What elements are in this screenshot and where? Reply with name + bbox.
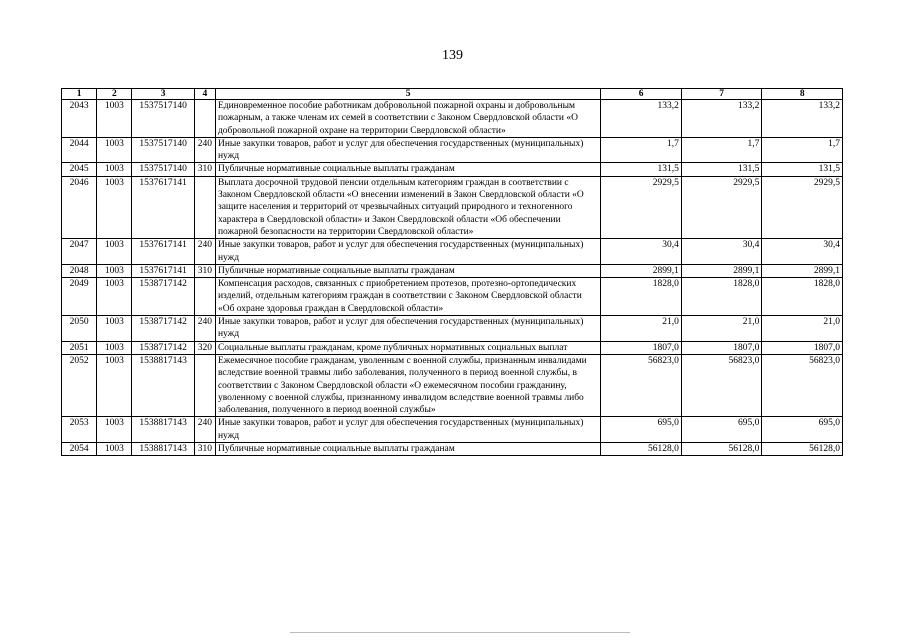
amount-col8-cell: 133,2 <box>762 100 843 138</box>
amount-col6-cell: 30,4 <box>601 239 682 265</box>
description-cell: Публичные нормативные социальные выплаты гражданам <box>215 163 600 176</box>
amount-col8-cell: 695,0 <box>762 417 843 443</box>
amount-col7-cell: 2899,1 <box>681 264 762 277</box>
expense-type-cell: 320 <box>194 341 215 354</box>
section-code-cell: 1003 <box>97 417 132 443</box>
column-header: 6 <box>601 89 682 100</box>
amount-col6-cell: 2929,5 <box>601 176 682 238</box>
amount-col8-cell: 131,5 <box>762 163 843 176</box>
target-code-cell: 1537617141 <box>132 264 194 277</box>
description-cell: Ежемесячное пособие гражданам, уволенным с военной службы, признанным инвалидами вследствие военной травмы либо заболевания, полученного в период военной службы, в соответствии с Законом Свердловской области «О ежемесячном пособии гражданину, уволенному с военной службы, признанному инвалидом вследствие военной травмы либо заболевания, полученного в период военной службы» <box>215 354 600 416</box>
table-row <box>62 137 843 163</box>
target-code-cell: 1538817143 <box>132 354 194 416</box>
amount-col7-cell: 131,5 <box>681 163 762 176</box>
section-code-cell: 1003 <box>97 176 132 238</box>
description-cell: Иные закупки товаров, работ и услуг для обеспечения государственных (муниципальных) нужд <box>215 417 600 443</box>
section-code-cell: 1003 <box>97 100 132 138</box>
amount-col6-cell: 1807,0 <box>601 341 682 354</box>
scan-edge-line <box>290 632 630 633</box>
amount-col7-cell: 1807,0 <box>681 341 762 354</box>
section-code-cell: 1003 <box>97 341 132 354</box>
table-row <box>62 417 843 443</box>
description-cell: Публичные нормативные социальные выплаты гражданам <box>215 264 600 277</box>
amount-col6-cell: 1828,0 <box>601 278 682 316</box>
expense-type-cell: 310 <box>194 443 215 456</box>
target-code-cell: 1538717142 <box>132 316 194 342</box>
description-cell: Публичные нормативные социальные выплаты гражданам <box>215 443 600 456</box>
amount-col7-cell: 133,2 <box>681 100 762 138</box>
amount-col6-cell: 1,7 <box>601 137 682 163</box>
expense-type-cell: 240 <box>194 239 215 265</box>
column-header: 3 <box>132 89 194 100</box>
table-row <box>62 443 843 456</box>
amount-col8-cell: 1807,0 <box>762 341 843 354</box>
target-code-cell: 1538817143 <box>132 443 194 456</box>
amount-col6-cell: 133,2 <box>601 100 682 138</box>
section-code-cell: 1003 <box>97 137 132 163</box>
table-body <box>62 100 843 456</box>
section-code-cell: 1003 <box>97 239 132 265</box>
amount-col6-cell: 131,5 <box>601 163 682 176</box>
expense-type-cell: 310 <box>194 264 215 277</box>
table-row <box>62 316 843 342</box>
target-code-cell: 1537617141 <box>132 239 194 265</box>
amount-col8-cell: 56823,0 <box>762 354 843 416</box>
table-row <box>62 354 843 416</box>
section-code-cell: 1003 <box>97 316 132 342</box>
expense-type-cell: 240 <box>194 316 215 342</box>
amount-col8-cell: 56128,0 <box>762 443 843 456</box>
page-number: 139 <box>442 48 463 63</box>
section-code-cell: 1003 <box>97 354 132 416</box>
row-number-cell: 2054 <box>62 443 97 456</box>
table-row <box>62 264 843 277</box>
description-cell: Иные закупки товаров, работ и услуг для обеспечения государственных (муниципальных) нужд <box>215 137 600 163</box>
expense-type-cell <box>194 354 215 416</box>
amount-col6-cell: 21,0 <box>601 316 682 342</box>
description-cell: Социальные выплаты гражданам, кроме публичных нормативных социальных выплат <box>215 341 600 354</box>
row-number-cell: 2051 <box>62 341 97 354</box>
amount-col7-cell: 1828,0 <box>681 278 762 316</box>
row-number-cell: 2048 <box>62 264 97 277</box>
row-number-cell: 2047 <box>62 239 97 265</box>
description-cell: Единовременное пособие работникам добровольной пожарной охраны и добровольным пожарным, а также членам их семей в соответствии с Законом Свердловской области «О добровольной пожарной охране на территории Свердловской области» <box>215 100 600 138</box>
expense-type-cell: 240 <box>194 137 215 163</box>
table-header-row <box>62 89 843 100</box>
section-code-cell: 1003 <box>97 278 132 316</box>
amount-col8-cell: 1828,0 <box>762 278 843 316</box>
expense-type-cell: 240 <box>194 417 215 443</box>
table-row <box>62 239 843 265</box>
target-code-cell: 1538817143 <box>132 417 194 443</box>
amount-col6-cell: 695,0 <box>601 417 682 443</box>
amount-col7-cell: 30,4 <box>681 239 762 265</box>
target-code-cell: 1537517140 <box>132 100 194 138</box>
target-code-cell: 1538717142 <box>132 341 194 354</box>
column-header: 4 <box>194 89 215 100</box>
row-number-cell: 2052 <box>62 354 97 416</box>
column-header: 5 <box>215 89 600 100</box>
amount-col7-cell: 56128,0 <box>681 443 762 456</box>
table-row <box>62 176 843 238</box>
section-code-cell: 1003 <box>97 443 132 456</box>
section-code-cell: 1003 <box>97 264 132 277</box>
row-number-cell: 2045 <box>62 163 97 176</box>
amount-col7-cell: 1,7 <box>681 137 762 163</box>
budget-table <box>61 88 843 456</box>
column-header: 7 <box>681 89 762 100</box>
description-cell: Выплата досрочной трудовой пенсии отдельным категориям граждан в соответствии с Законом Свердловской области «О внесении изменений в Закон Свердловской области «О защите населения и территорий от чрезвычайных ситуаций природного и техногенного характера в Свердловской области» и Закон Свердловской области «Об обеспечении пожарной безопасности на территории Свердловской области» <box>215 176 600 238</box>
expense-type-cell: 310 <box>194 163 215 176</box>
amount-col8-cell: 2929,5 <box>762 176 843 238</box>
amount-col7-cell: 56823,0 <box>681 354 762 416</box>
amount-col6-cell: 56128,0 <box>601 443 682 456</box>
description-cell: Иные закупки товаров, работ и услуг для обеспечения государственных (муниципальных) нужд <box>215 316 600 342</box>
amount-col8-cell: 30,4 <box>762 239 843 265</box>
target-code-cell: 1537517140 <box>132 137 194 163</box>
column-header: 1 <box>62 89 97 100</box>
column-header: 2 <box>97 89 132 100</box>
table-row <box>62 341 843 354</box>
row-number-cell: 2044 <box>62 137 97 163</box>
amount-col8-cell: 21,0 <box>762 316 843 342</box>
target-code-cell: 1537517140 <box>132 163 194 176</box>
row-number-cell: 2043 <box>62 100 97 138</box>
description-cell: Компенсация расходов, связанных с приобретением протезов, протезно-ортопедических изделий, отдельным категориям граждан в соответствии с Законом Свердловской области «Об охране здоровья граждан в Свердловской области» <box>215 278 600 316</box>
target-code-cell: 1538717142 <box>132 278 194 316</box>
row-number-cell: 2053 <box>62 417 97 443</box>
expense-type-cell <box>194 278 215 316</box>
expense-type-cell <box>194 100 215 138</box>
amount-col7-cell: 21,0 <box>681 316 762 342</box>
section-code-cell: 1003 <box>97 163 132 176</box>
row-number-cell: 2049 <box>62 278 97 316</box>
description-cell: Иные закупки товаров, работ и услуг для обеспечения государственных (муниципальных) нужд <box>215 239 600 265</box>
table-row <box>62 163 843 176</box>
amount-col7-cell: 695,0 <box>681 417 762 443</box>
amount-col7-cell: 2929,5 <box>681 176 762 238</box>
amount-col8-cell: 1,7 <box>762 137 843 163</box>
row-number-cell: 2050 <box>62 316 97 342</box>
amount-col6-cell: 56823,0 <box>601 354 682 416</box>
column-header: 8 <box>762 89 843 100</box>
expense-type-cell <box>194 176 215 238</box>
amount-col6-cell: 2899,1 <box>601 264 682 277</box>
target-code-cell: 1537617141 <box>132 176 194 238</box>
row-number-cell: 2046 <box>62 176 97 238</box>
table-row <box>62 100 843 138</box>
table-row <box>62 278 843 316</box>
amount-col8-cell: 2899,1 <box>762 264 843 277</box>
